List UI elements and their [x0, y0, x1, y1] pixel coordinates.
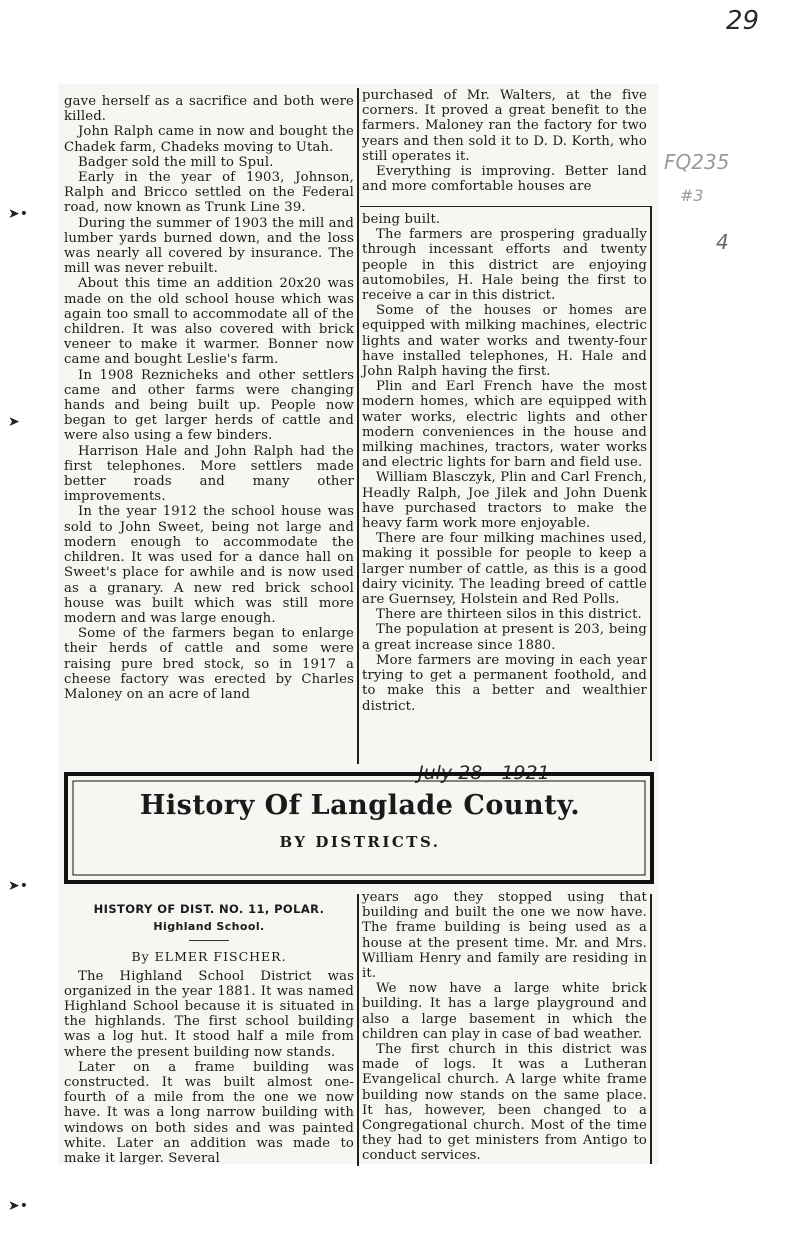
handwritten-date: July 28 - 1921	[418, 762, 550, 784]
paragraph: Badger sold the mill to Spul.	[78, 154, 274, 170]
paragraph: The first church in this district was made of logs. It was a Lutheran Evangelical church. A large white frame building now stands on the same place. It has, however, been changed to a Congregational church. Most of the time they had to get ministers from Antigo to conduct services.	[362, 1042, 647, 1164]
column-divider	[357, 88, 359, 764]
paragraph: Later on a frame building was constructed. It was built almost one-fourth of a mile from the one we now have. It was a long narrow building with windows on both sides and was painted white. Later an addition was made to make it larger. Several	[64, 1059, 354, 1167]
column-border	[650, 206, 652, 761]
section-banner	[62, 770, 658, 888]
paragraph: During the summer of 1903 the mill and lumber yards burned down, and the loss was nearly all covered by insurance. The mill was never rebuilt.	[64, 215, 354, 277]
page-number: 29	[726, 6, 760, 36]
banner-subtitle: BY DISTRICTS.	[279, 833, 441, 851]
article-subheadline: Highland School.	[153, 920, 265, 934]
paragraph: The Highland School District was organized in the year 1881. It was named Highland School because it is situated in the highlands. The first school building was a log hut. It stood half a mile from where the present building now stands.	[64, 968, 354, 1060]
paragraph: Harrison Hale and John Ralph had the first telephones. More settlers made better roads and many other improvements.	[64, 443, 354, 505]
section-rule	[360, 206, 650, 207]
paragraph: There are thirteen silos in this district.	[376, 607, 642, 623]
bottom-right-column	[362, 890, 647, 1164]
margin-note-hash: #3	[680, 186, 704, 205]
byline: By ELMER FISCHER.	[131, 949, 287, 965]
bottom-left-column	[64, 902, 354, 1166]
top-left-column	[64, 94, 354, 702]
headline-rule	[189, 940, 229, 941]
column-divider	[357, 894, 359, 1166]
paragraph: being built.	[362, 212, 441, 227]
paragraph: Some of the farmers began to enlarge their herds of cattle and some were raising pure bred stock, so in 1917 a cheese factory was erected by Charles Maloney on an acre of land	[64, 626, 354, 702]
paragraph: The population at present is 203, being a great increase since 1880.	[362, 622, 647, 653]
margin-note-stamp: FQ235	[664, 150, 730, 174]
paragraph: More farmers are moving in each year trying to get a permanent foothold, and to make this a better and wealthier district.	[362, 652, 647, 714]
paragraph: We now have a large white brick building. It has a large playground and also a large basement in which the children can play in case of bad weather.	[362, 981, 647, 1042]
arrow-mark-icon: ➤•	[8, 206, 28, 222]
paragraph: There are four milking machines used, making it possible for people to keep a larger number of cattle, as this is a good dairy vicinity. The leading breed of cattle are Guernsey, Holstein and Red Polls.	[362, 531, 647, 608]
paragraph: In 1908 Reznicheks and other settlers came and other farms were changing hands and being built up. People now began to get larger herds of cattle and were also using a few binders.	[64, 367, 354, 444]
arrow-mark-icon: ➤•	[8, 1198, 28, 1214]
column-border	[650, 894, 652, 1164]
paragraph: In the year 1912 the school house was sold to John Sweet, being not large and modern enough to accommodate the children. It was used for a dance hall on Sweet's place for awhile and is now used as a granary. A new red brick school house was built which was still more modern and was large enough.	[64, 504, 354, 626]
top-right-column-upper	[362, 88, 647, 194]
banner-title: History Of Langlade County.	[139, 790, 581, 821]
paragraph: John Ralph came in now and bought the Chadek farm, Chadeks moving to Utah.	[64, 124, 354, 155]
margin-note-digit: 4	[716, 230, 729, 254]
paragraph: gave herself as a sacrifice and both were killed.	[64, 94, 354, 125]
paragraph: Plin and Earl French have the most modern homes, which are equipped with water works, electric lights and other modern conveniences in the house and milking machines, tractors, water works and electric lights for barn and field use.	[362, 379, 647, 471]
paragraph: purchased of Mr. Walters, at the five corners. It proved a great benefit to the farmers. Maloney ran the factory for two years and then sold it to D. D. Korth, who still operates it.	[362, 88, 647, 164]
paragraph: William Blasczyk, Plin and Carl French, Headly Ralph, Joe Jilek and John Duenk have purchased tractors to make the heavy farm work more enjoyable.	[362, 470, 647, 532]
paragraph: Early in the year of 1903, Johnson, Ralph and Bricco settled on the Federal road, now known as Trunk Line 39.	[64, 170, 354, 216]
top-right-column-lower	[362, 212, 647, 714]
arrow-mark-icon: ➤	[8, 414, 20, 430]
banner-frame	[62, 770, 658, 888]
paragraph: years ago they stopped using that building and built the one we now have. The frame building is being used as a house at the present time. Mr. and Mrs. William Henry and family are residing in it.	[362, 890, 647, 982]
paragraph: Everything is improving. Better land and more comfortable houses are	[362, 164, 647, 195]
paragraph: About this time an addition 20x20 was made on the old school house which was again too small to accommodate all of the children. It was also covered with brick veneer to make it warmer. Bonner now came and bought Leslie's farm.	[64, 276, 354, 368]
paragraph: Some of the houses or homes are equipped with milking machines, electric lights and water works and twenty-four have installed telephones, H. Hale and John Ralph having the first.	[362, 303, 647, 380]
article-headline: HISTORY OF DIST. NO. 11, POLAR.	[93, 902, 325, 916]
arrow-mark-icon: ➤•	[8, 878, 28, 894]
paragraph: The farmers are prospering gradually through incessant efforts and twenty people in this district are enjoying automobiles, H. Hale being the first to receive a car in this district.	[362, 227, 647, 304]
